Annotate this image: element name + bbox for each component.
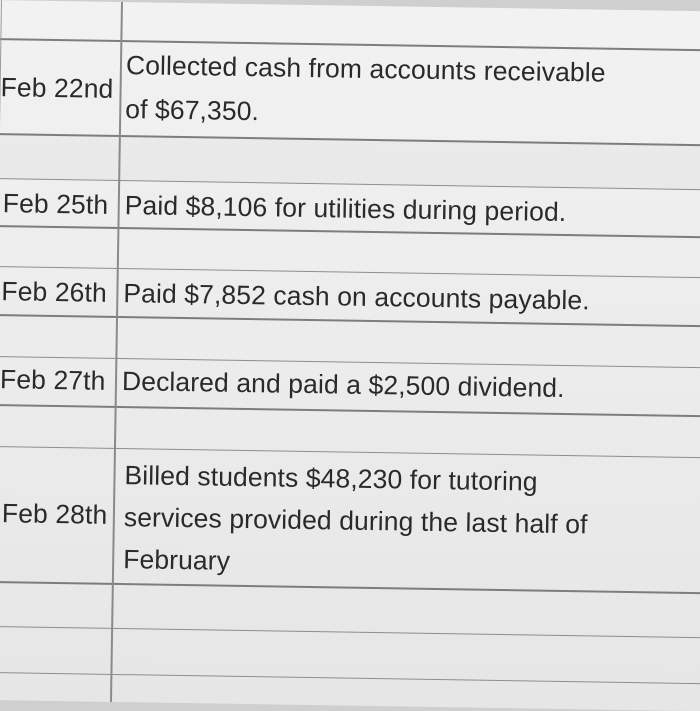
entry-description-line: services provided during the last half of xyxy=(123,502,588,540)
grid-line xyxy=(0,446,700,458)
grid-line xyxy=(0,38,700,51)
entry-date: Feb 27th xyxy=(0,364,106,396)
entry-date: Feb 26th xyxy=(1,276,108,308)
entry-description-line: February xyxy=(122,544,231,576)
grid-line xyxy=(0,672,700,684)
column-divider xyxy=(0,0,2,700)
grid-line xyxy=(0,581,700,594)
grid-line xyxy=(0,314,700,327)
entry-description-line: Billed students $48,230 for tutoring xyxy=(124,460,538,497)
entry-date: Feb 22nd xyxy=(0,72,114,104)
entry-description-line: of $67,350. xyxy=(125,94,260,127)
grid-line xyxy=(0,626,700,638)
entry-date: Feb 28th xyxy=(1,498,108,530)
grid-line xyxy=(0,404,700,417)
entry-date: Feb 25th xyxy=(2,188,109,220)
column-divider xyxy=(110,2,123,702)
grid-line xyxy=(0,225,700,238)
entry-description-line: Declared and paid a $2,500 dividend. xyxy=(121,366,565,404)
entry-description-line: Paid $7,852 cash on accounts payable. xyxy=(123,278,590,316)
entry-description-line: Collected cash from accounts receivable xyxy=(125,50,606,88)
entry-description-line: Paid $8,106 for utilities during period. xyxy=(124,190,567,228)
